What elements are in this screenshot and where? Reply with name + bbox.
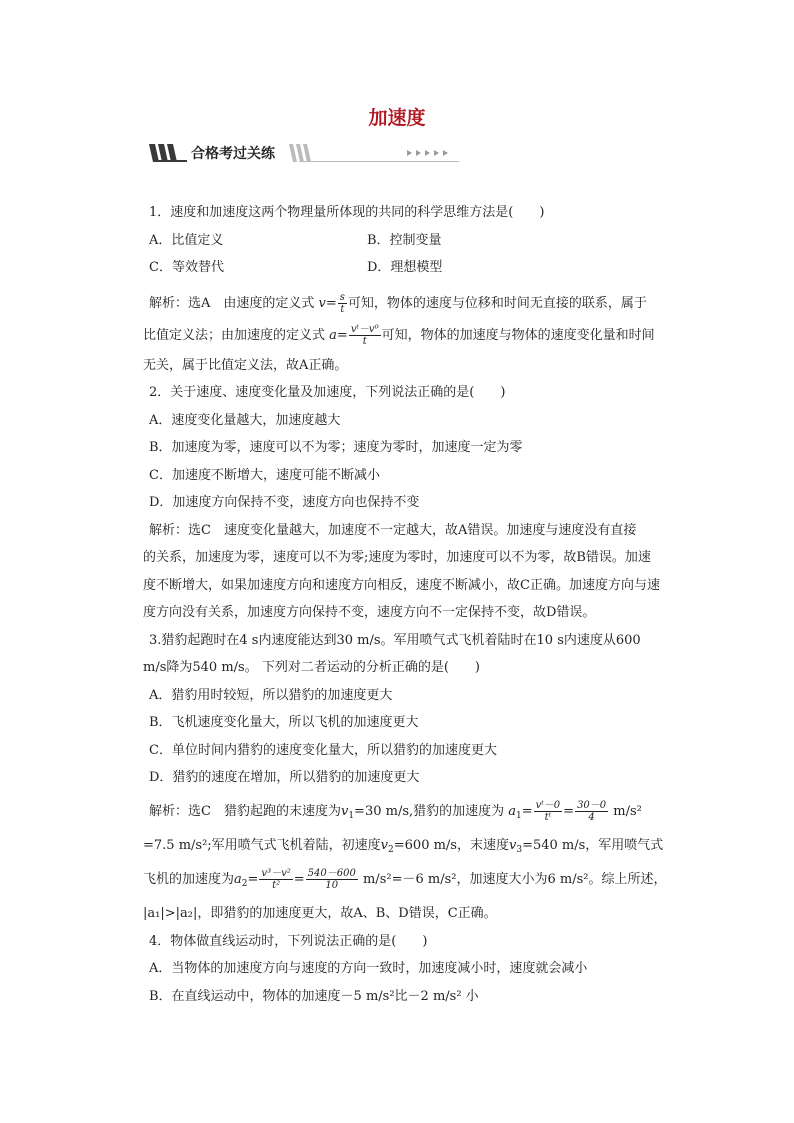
formula-a-fraction: $\frac{\text{vᵗ－v⁰}}{t}$: [350, 323, 379, 347]
q3-stem-line1: 3.猎豹起跑时在4 s内速度能达到30 m/s。军用喷气式飞机着陆时在10 s内速度从600: [149, 632, 641, 648]
formula-v-fraction: $\frac{s}{t}$: [339, 291, 345, 315]
q3-option-b: B．飞机速度变化量大，所以飞机的加速度更大: [149, 715, 419, 730]
page-title: 加速度: [368, 107, 426, 129]
q4-stem: 4．物体做直线运动时，下列说法正确的是( ): [149, 933, 428, 949]
q1-options-row2: [143, 254, 676, 282]
q2-option-a: A．速度变化量越大，加速度越大: [149, 412, 341, 428]
q2-analysis-line3: 度不断增大，如果加速度方向和速度方向相反，速度不断减小，故C正确。加速度方向与速: [143, 577, 660, 593]
q3-stem-line2: m/s降为540 m/s。 下列对二者运动的分析正确的是( ): [143, 660, 480, 675]
q3-option-c: C．单位时间内猎豹的速度变化量大，所以猎豹的加速度更大: [149, 742, 497, 758]
q4-option-b: B．在直线运动中，物体的加速度－5 m/s²比－2 m/s² 小: [149, 988, 479, 1004]
q1-analysis-line2: 比值定义法；由加速度的定义式 a= $\frac{\text{vᵗ－v⁰}}{t}$ 可知，物体的加速度与物体的速度变化量和时间: [143, 323, 655, 347]
q3-analysis-line4: |a₁|>|a₂|，即猎豹的加速度更大，故A、B、D错误，C正确。: [143, 906, 497, 921]
section-banner: [149, 140, 459, 166]
q1-option-b: B．控制变量: [367, 232, 442, 248]
formula-a1-value-fraction: $\frac{30-0}{4}$: [577, 799, 607, 823]
q3-analysis-line2: =7.5 m/s²;军用喷气式飞机着陆，初速度$v_2=600$ m/s，末速度$v_3=540$ m/s，军用喷气式: [143, 837, 664, 855]
formula-a2-value-fraction: $\frac{540-600}{10}$: [307, 868, 356, 891]
q2-analysis-line2: 的关系，加速度为零，速度可以不为零;速度为零时，加速度可以不为零，故B错误。加速: [143, 550, 651, 565]
q1-stem: 1．速度和加速度这两个物理量所体现的共同的科学思维方法是( ): [149, 205, 545, 220]
q2-analysis-line1: 解析：选C 速度变化量越大，加速度不一定越大，故A错误。加速度与速度没有直接: [149, 522, 637, 538]
document-body: [143, 199, 676, 1010]
q3-option-a: A．猎豹用时较短，所以猎豹的加速度更大: [149, 687, 393, 703]
q3-option-d: D．猎豹的速度在增加，所以猎豹的加速度更大: [149, 770, 420, 785]
q1-analysis-line1: 解析：选A 由速度的定义式 v= $\frac{s}{t}$ 可知，物体的速度与位移和时间无直接的联系，属于: [149, 291, 647, 315]
formula-a1-fraction: $\frac{\text{vᵗ－0}}{\text{tᵗ}}$: [535, 799, 561, 823]
q2-option-b: B．加速度为零，速度可以不为零；速度为零时，加速度一定为零: [149, 440, 523, 455]
q1-option-d: D．理想模型: [367, 260, 443, 275]
q4-option-a: A．当物体的加速度方向与速度的方向一致时，加速度减小时，速度就会减小: [149, 961, 588, 976]
formula-a2-fraction: $\frac{\text{v³－v²}}{\text{t²}}$: [261, 868, 291, 891]
q1-analysis-line3: 无关，属于比值定义法，故A正确。: [143, 357, 348, 373]
q2-stem: 2．关于速度、速度变化量及加速度，下列说法正确的是( ): [149, 385, 506, 400]
q3-analysis-line1: 解析：选C 猎豹起跑的末速度为$v_1=30$ m/s,猎豹的加速度为 $a_1=$ $\frac{\text{vᵗ－0}}{\text{tᵗ}}$ = $\frac{30-0}{4}$ m/s²: [149, 799, 642, 823]
q3-analysis-line3: 飞机的加速度为$a_2=$ $\frac{\text{v³－v²}}{\text{t²}}$ = $\frac{540-600}{10}$ m/s²=－6 m/s²，加速度大小为6 m/s²。综上所述，: [143, 868, 667, 891]
banner-label: 合格考过关练: [191, 146, 275, 162]
q1-option-c: C．等效替代: [149, 260, 224, 275]
q1-options-row1: [143, 227, 676, 255]
q2-analysis-line4: 度方向没有关系，加速度方向保持不变，速度方向不一定保持不变，故D错误。: [143, 605, 596, 620]
q2-option-d: D．加速度方向保持不变，速度方向也保持不变: [149, 495, 420, 510]
q2-option-c: C．加速度不断增大，速度可能不断减小: [149, 467, 380, 483]
q1-option-a: A．比值定义: [149, 232, 224, 248]
